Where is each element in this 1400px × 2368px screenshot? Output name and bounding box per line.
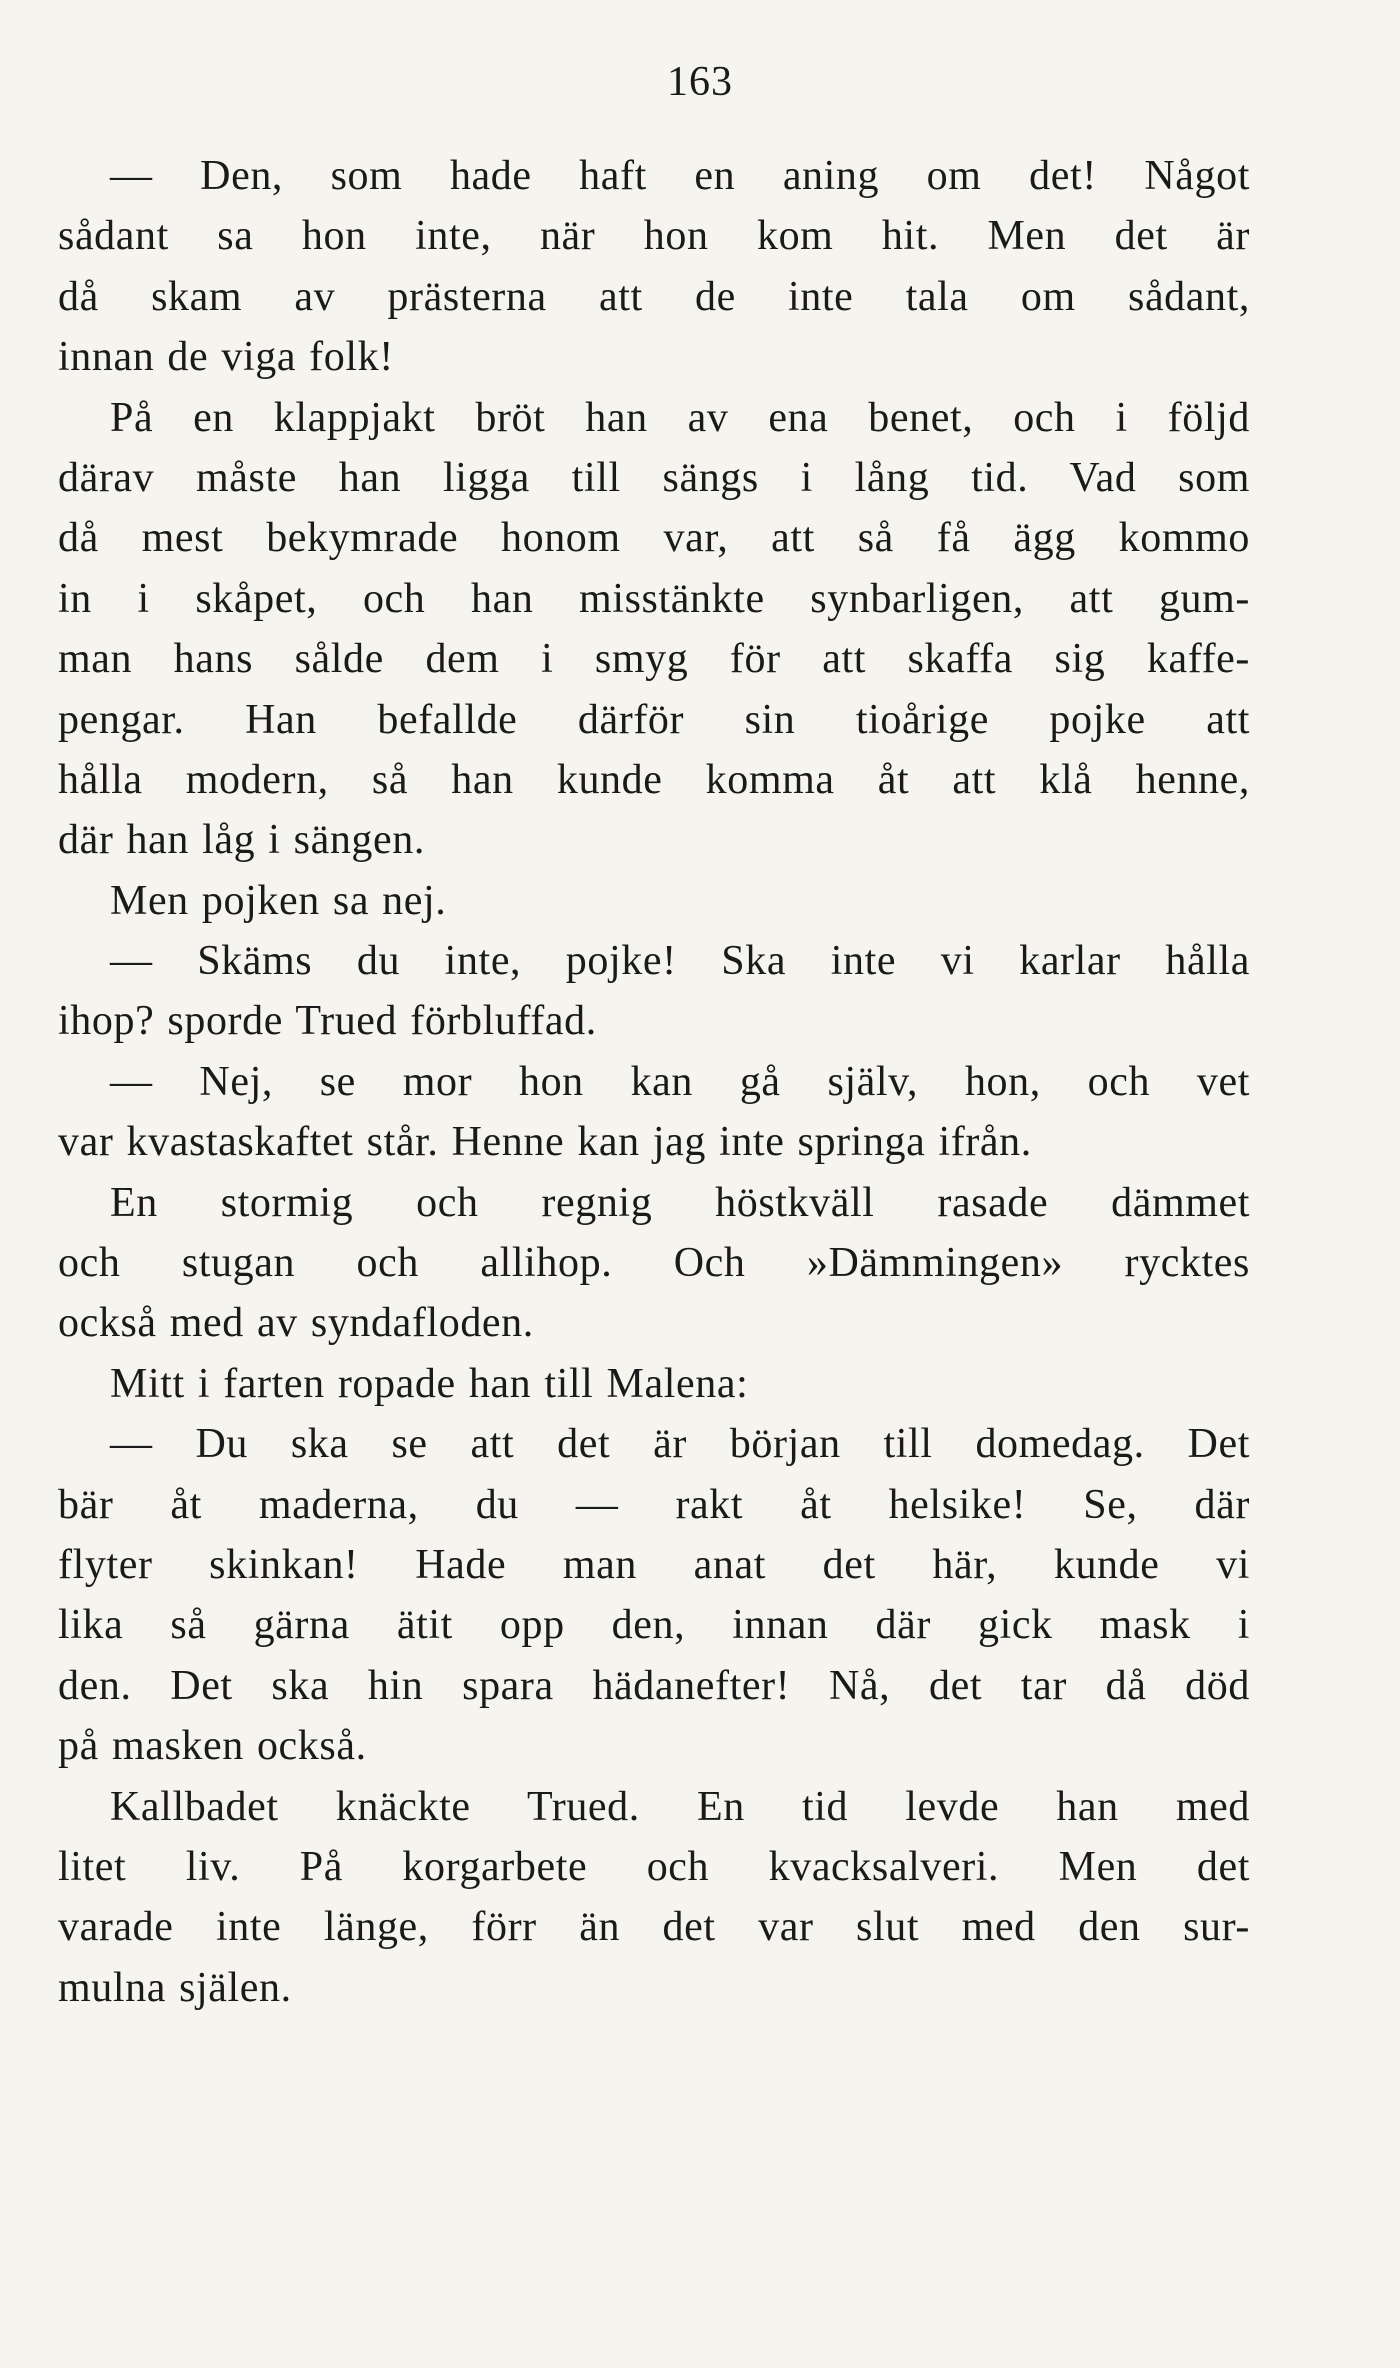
text-line: En stormig och regnig höstkväll rasade dämmet [110, 1179, 1250, 1226]
text-line: bär åt maderna, du — rakt åt helsike! Se, där [58, 1481, 1250, 1528]
text-line: Kallbadet knäckte Trued. En tid levde han med [110, 1783, 1250, 1830]
text-line: då skam av prästerna att de inte tala om sådant, [58, 273, 1250, 320]
text-line: då mest bekymrade honom var, att så få ägg kommo [58, 515, 1250, 562]
text-line: och stugan och allihop. Och »Dämmingen» rycktes [58, 1240, 1250, 1287]
text-line: — Du ska se att det är början till domedag. Det [110, 1421, 1250, 1468]
text-line: — Den, som hade haft en aning om det! Något [110, 153, 1250, 199]
text-line: varade inte länge, förr än det var slut med den sur- [58, 1904, 1250, 1951]
text-line: sådant sa hon inte, när hon kom hit. Men det är [58, 213, 1250, 260]
body-text [58, 146, 1250, 2018]
page-number: 163 [667, 59, 733, 105]
text-line: också med av syndafloden. [58, 1300, 534, 1347]
text-line: man hans sålde dem i smyg för att skaffa sig kaffe- [58, 636, 1250, 683]
text-line: hålla modern, så han kunde komma åt att klå henne, [58, 756, 1250, 803]
text-line: in i skåpet, och han misstänkte synbarligen, att gum- [58, 575, 1250, 622]
text-line: den. Det ska hin spara hädanefter! Nå, det tar då död [58, 1662, 1250, 1709]
text-line: Mitt i farten ropade han till Malena: [110, 1360, 749, 1407]
text-line: — Nej, se mor hon kan gå själv, hon, och vet [110, 1058, 1250, 1105]
text-line: på masken också. [58, 1723, 367, 1770]
text-line: mulna själen. [58, 1964, 292, 2011]
text-line: innan de viga folk! [58, 334, 394, 381]
text-line: därav måste han ligga till sängs i lång tid. Vad som [58, 454, 1250, 501]
text-line: litet liv. På korgarbete och kvacksalveri. Men det [58, 1843, 1250, 1890]
text-line: flyter skinkan! Hade man anat det här, kunde vi [58, 1541, 1250, 1588]
text-line: var kvastaskaftet står. Henne kan jag inte springa ifrån. [58, 1119, 1032, 1166]
text-line: Men pojken sa nej. [110, 877, 447, 924]
text-line: pengar. Han befallde därför sin tioårige pojke att [58, 696, 1250, 743]
text-line: där han låg i sängen. [58, 817, 425, 864]
text-line: ihop? sporde Trued förbluffad. [58, 998, 597, 1045]
text-line: lika så gärna ätit opp den, innan där gick mask i [58, 1602, 1250, 1649]
text-line: På en klappjakt bröt han av ena benet, och i följd [110, 394, 1250, 441]
text-line: — Skäms du inte, pojke! Ska inte vi karlar hålla [110, 938, 1250, 985]
